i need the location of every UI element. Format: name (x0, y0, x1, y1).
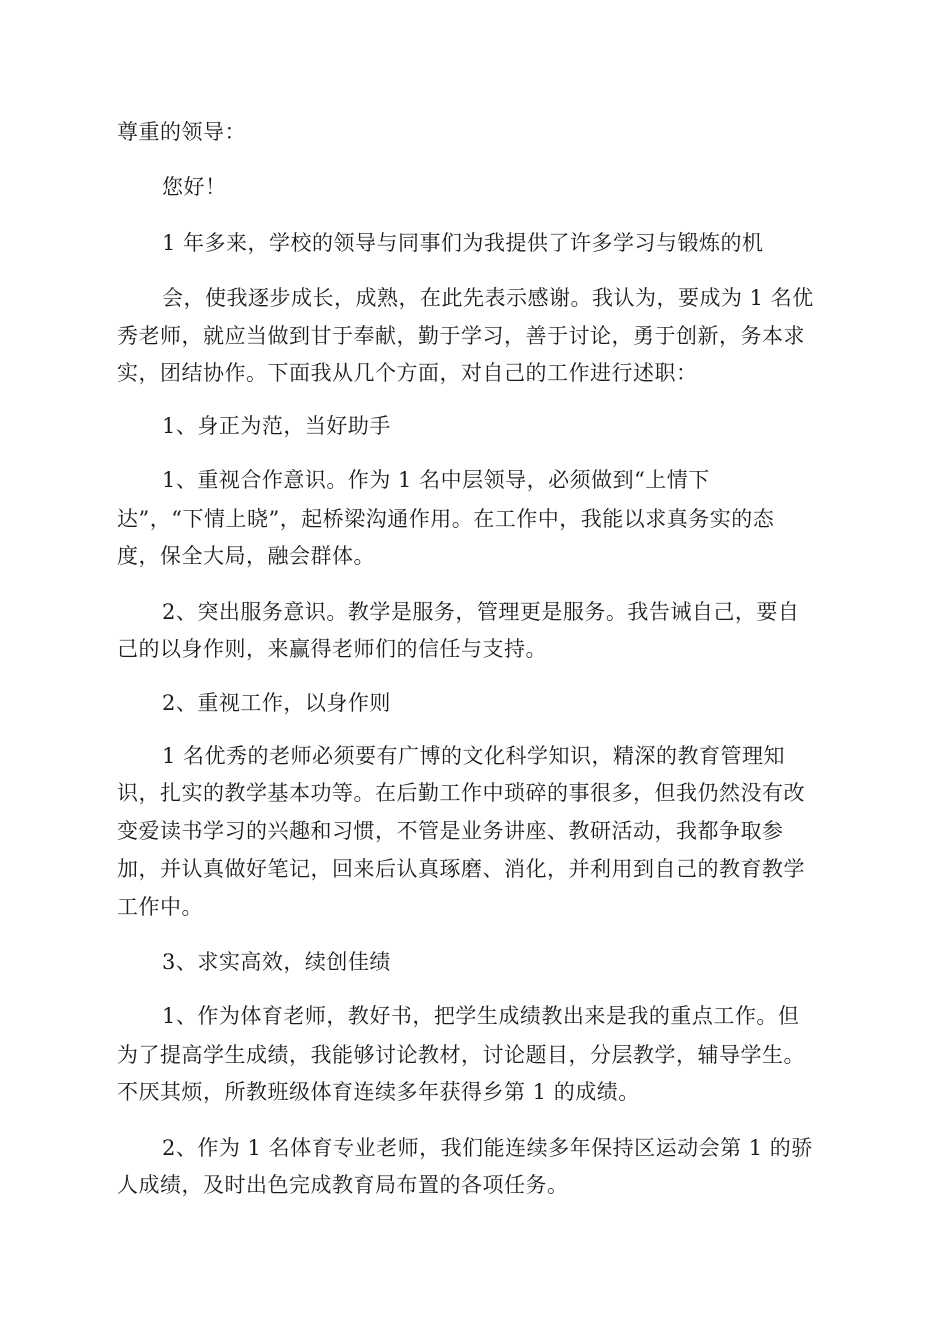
paragraph-line: 秀老师，就应当做到甘于奉献，勤于学习，善于讨论，勇于创新，务本求 (117, 324, 805, 348)
paragraph-line: 2、突出服务意识。教学是服务，管理更是服务。我告诫自己，要自 (162, 600, 800, 624)
paragraph-line: 会，使我逐步成长，成熟，在此先表示感谢。我认为，要成为 1 名优 (162, 286, 814, 310)
paragraph-line: 不厌其烦，所教班级体育连续多年获得乡第 1 的成绩。 (117, 1080, 640, 1104)
paragraph-line: 1 年多来，学校的领导与同事们为我提供了许多学习与锻炼的机 (162, 231, 764, 255)
greeting: 您好！ (162, 175, 227, 199)
paragraph-line: 为了提高学生成绩，我能够讨论教材，讨论题目，分层教学，辅导学生。 (117, 1043, 805, 1067)
paragraph-line: 实，团结协作。下面我从几个方面，对自己的工作进行述职： (117, 361, 698, 385)
paragraph-line: 1、重视合作意识。作为 1 名中层领导，必须做到“上情下 (162, 468, 710, 492)
paragraph-line: 1 名优秀的老师必须要有广博的文化科学知识，精深的教育管理知 (162, 744, 786, 768)
section-heading: 1、身正为范，当好助手 (162, 414, 391, 438)
paragraph-line: 识，扎实的教学基本功等。在后勤工作中琐碎的事很多，但我仍然没有改 (117, 781, 805, 805)
section-heading: 3、求实高效，续创佳绩 (162, 950, 391, 974)
paragraph-line: 人成绩，及时出色完成教育局布置的各项任务。 (117, 1173, 569, 1197)
section-heading: 2、重视工作，以身作则 (162, 691, 391, 715)
paragraph-line: 1、作为体育老师，教好书，把学生成绩教出来是我的重点工作。但 (162, 1004, 800, 1028)
paragraph-line: 己的以身作则，来赢得老师们的信任与支持。 (117, 637, 547, 661)
paragraph-line: 加，并认真做好笔记，回来后认真琢磨、消化，并利用到自己的教育教学 (117, 857, 805, 881)
paragraph-line: 变爱读书学习的兴趣和习惯，不管是业务讲座、教研活动，我都争取参 (117, 819, 784, 843)
paragraph-line: 达”，“下情上晓”，起桥梁沟通作用。在工作中，我能以求真务实的态 (117, 507, 775, 531)
salutation: 尊重的领导： (117, 120, 246, 144)
paragraph-line: 2、作为 1 名体育专业老师，我们能连续多年保持区运动会第 1 的骄 (162, 1136, 813, 1160)
paragraph-line: 工作中。 (117, 895, 203, 919)
paragraph-line: 度，保全大局，融会群体。 (117, 544, 375, 568)
